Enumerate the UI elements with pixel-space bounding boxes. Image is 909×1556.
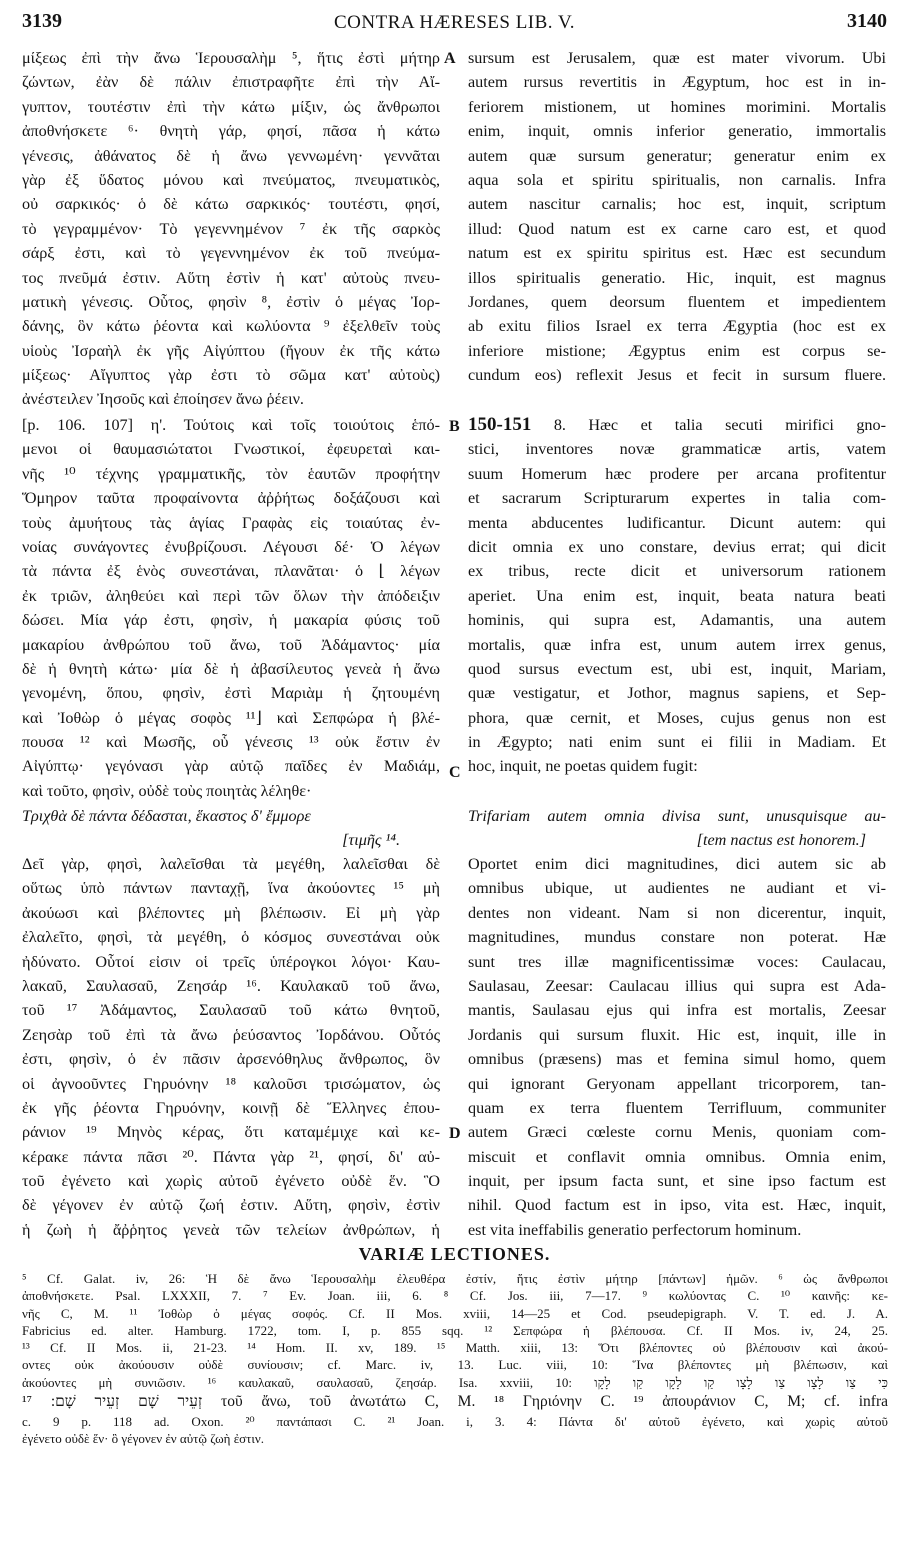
greek-line: δάνης, ὃν κάτω ῥέοντα καὶ κωλύοντα ⁹ ἐξελθεῖν τοὺς: [22, 317, 440, 336]
footnote-line: ἀποθνήσκετε. Psal. LXXXII, 7. ⁷ Ev. Joan. iii, 6. ⁸ Cf. Jos. iii, 7—17. ⁹ κωλύοντας C. ¹⁰ καινῆς: κε-: [22, 1288, 888, 1304]
latin-line: magnitudines, mundus constare non poterat. Hæ: [468, 928, 886, 947]
greek-line: δὲ ἡ θνητὴ κάτω· μία δὲ ἡ ἀβασίλευτος γενεὰ ἡ ἄνω: [22, 659, 440, 678]
greek-line: γὰρ ἐξ ὕδατος μόνου καὶ πνεύματος, πνευματικὸς,: [22, 170, 440, 189]
greek-line: δώσει. Μία γάρ ἐστι, φησὶν, ἡ μακαρία φύσις τοῦ: [22, 611, 440, 630]
greek-line: τοῦ ¹⁷ Ἀδάμαντος, Σαυλασαῦ τοῦ κάτω θνητοῦ,: [22, 1001, 440, 1020]
greek-line: τοῦ ἐγένετο καὶ χωρὶς αὐτοῦ ἐγένετο οὐδὲ ἕν. Ὃ: [22, 1172, 440, 1191]
greek-column-block-1: [22, 46, 440, 412]
latin-verse-line: Trifariam autem omnia divisa sunt, unusquisque au-: [468, 807, 886, 825]
latin-line: illud: Quod natum est ex carne caro est, et quod: [468, 219, 886, 238]
footnotes: [22, 1270, 888, 1448]
greek-line: ἀποθνήσκετε ⁶· θνητὴ γάρ, φησί, πᾶσα ἡ κάτω: [22, 122, 440, 141]
latin-line: aqua sola et spiritu spiritualis, non carnalis. Infra: [468, 170, 886, 189]
greek-line: Ὅμηρον ταῦτα προφαίνοντα ἀῤῥήτως δοξάζουσι καὶ: [22, 489, 440, 508]
greek-line: γένεσις, ἀθάνατος δὲ ἡ ἄνω γεννωμένη· γεννᾶται: [22, 146, 440, 165]
greek-line: ζώντων, ἐὰν δὲ πάλιν ἐπιστραφῆτε ἐπὶ τὴν Αἴ-: [22, 73, 440, 92]
greek-line: ἐστι, φησὶν, ὁ ἐν πᾶσιν ἀρσενόθηλυς ἄνθρωπος, ὃν: [22, 1050, 440, 1069]
latin-line: Oportet enim dici magnitudines, dici autem sic ab: [468, 855, 886, 873]
running-title: CONTRA HÆRESES LIB. V.: [334, 12, 575, 33]
section-number: 150-151: [468, 414, 532, 435]
latin-column-block-2: [468, 413, 886, 779]
variae-lectiones-heading: VARIÆ LECTIONES.: [358, 1244, 551, 1264]
footnote-line: ⁵ Cf. Galat. iv, 26: Ἡ δὲ ἄνω Ἱερουσαλὴμ ἐλευθέρα ἐστίν, ἥτις ἐστὶν μήτηρ [πάντων] ἡμῶν. ⁶ ὡς ἄνθρωποι: [22, 1271, 888, 1286]
latin-line: in Ægypto; nati enim sunt ei filii in Madiam. Et: [468, 733, 886, 752]
greek-line: ἀκούωσι καὶ βλέποντες μὴ βλέπωσιν. Εἰ μὴ γὰρ: [22, 903, 440, 922]
greek-column-block-3: [22, 852, 440, 1242]
right-page-number: 3140: [847, 10, 887, 32]
latin-line: autem quæ sursum generatur; generatur enim ex: [468, 146, 886, 165]
greek-line: λακαῦ, Σαυλασαῦ, Ζεησάρ ¹⁶. Καυλακαῦ τοῦ ἄνω,: [22, 976, 440, 995]
latin-line: natum est ex spiritu spiritus est. Hæc est secundum: [468, 244, 886, 263]
greek-verse: [22, 804, 440, 853]
latin-line: hoc, inquit, ne poetas quidem fugit:: [468, 757, 698, 776]
greek-line: [p. 106. 107] η'. Τούτοις καὶ τοῖς τοιούτοις ἑπό-: [22, 416, 440, 434]
latin-verse-line: [tem nactus est honorem.]: [696, 831, 866, 850]
greek-line: οὕτως ὑπὸ πάντων πανταχῇ, ἵνα ἀκούοντες ¹⁵ μὴ: [22, 879, 440, 898]
latin-line: Saulasau, Zeesar: Caulacau illius qui supra est Ada-: [468, 976, 886, 995]
greek-line: ἀνέστειλεν Ἰησοῦς καὶ ἐποίησεν ἄνω ῥέειν.: [22, 390, 304, 409]
greek-line: πουσα ¹² καὶ Μωσῆς, οὗ γένεσις ¹³ οὐκ ἔστιν ἐν: [22, 733, 440, 752]
greek-line: υἱοὺς Ἰσραὴλ ἐκ γῆς Αἰγύπτου (ἤγουν ἐκ τῆς κάτω: [22, 341, 440, 360]
greek-line: Δεῖ γὰρ, φησὶ, λαλεῖσθαι τὰ μεγέθη, λαλεῖσθαι δὲ: [22, 855, 440, 873]
footnote-line: ἐγένετο οὐδὲ ἕν· ὃ γέγονεν ἐν αὐτῷ ζωὴ ἐστιν.: [22, 1431, 265, 1447]
latin-line: ab exitu filios Israel ex terra Ægyptia (hoc est ex: [468, 317, 886, 336]
greek-line: νοίας συνάγοντες ἐνυβρίζουσι. Λέγουσι δέ· Ὁ λέγων: [22, 537, 440, 556]
margin-marker-b: B: [449, 418, 460, 435]
latin-line: autem nascitur carnalis; hoc est, inquit, scriptum: [468, 195, 886, 214]
footnote-line: ἀκούοντες μὴ συνιῶσιν. ¹⁶ καυλακαῦ, σαυλασαῦ, ζεησάρ. Isa. xxviii, 10: כִּי צַו לָצָו צַו לָצָו קַו לָקָו קַו לָקָו: [22, 1374, 888, 1390]
latin-line: inquit, per ipsum facta sunt, et sine ipso factum est: [468, 1172, 886, 1191]
footnote-line: Fabricius ed. alter. Hamburg. 1722, tom. I, p. 855 sqq. ¹² Σεπφώρα ἡ βλέπουσα. Cf. II Mos. iv, 24, 25.: [22, 1322, 888, 1338]
greek-line: τὸ γεγραμμένον· Τὸ γεγεννημένον ⁷ ἐκ τῆς σαρκὸς: [22, 219, 440, 238]
greek-line: καὶ Ἰοθὼρ ὁ μέγας σοφὸς ¹¹⌋ καὶ Σεπφώρα ἡ βλέ-: [22, 708, 440, 727]
greek-line: Αἰγύπτῳ· γεγόνασι γὰρ αὐτῷ παῖδες ἐν Μαδιάμ,: [22, 757, 440, 776]
footnote-line-hebrew: זְעֵיר שָׁם זְעֵיר שָׁם: ¹⁷ τοῦ ἄνω, τοῦ ἀνωτάτω C, M. ¹⁸ Γηριόνην C. ¹⁹ ἀπουράνιον C, M; cf. infra: [22, 1393, 888, 1411]
latin-line: feriorem mistionem, ut homines morimini. Mortalis: [468, 97, 886, 116]
greek-line: οἱ ἀγνοοῦντες Γηρυόνην ¹⁸ καλοῦσι τρισώματον, ὡς: [22, 1074, 440, 1093]
greek-line: ἠδύνατο. Οὗτοί εἰσιν οἱ τρεῖς ὑπέρογκοι λόγοι· Καυ-: [22, 952, 440, 971]
greek-line: ἐκ γῆς ῥέοντα Γηρυόνην, κοινῇ δὲ Ἕλληνες ἐπου-: [22, 1098, 440, 1117]
greek-line: νῆς ¹⁰ τέχνης γραμματικῆς, τὸν ἑαυτῶν προφήτην: [22, 464, 440, 483]
greek-line: μακαρίου ἀνθρώπου τοῦ ἄνω, τοῦ Ἀδάμαντος· μία: [22, 635, 440, 654]
greek-column-block-2: [22, 413, 440, 803]
greek-line: ἡ ζωὴ ἡ ἄῤῥητος γενεὰ τῶν τελείων ἀνθρώπων, ἡ: [22, 1220, 440, 1239]
greek-line: ράνιον ¹⁹ Μηνὸς κέρας, ὅτι καταμέμιχε καὶ κε-: [22, 1123, 440, 1142]
greek-line: κέρακε πάντα πᾶσι ²⁰. Πάντα γὰρ ²¹, φησί, δι' αὐ-: [22, 1147, 440, 1166]
latin-line: inferiore mistione; Ægyptus enim est corpus se-: [468, 341, 886, 360]
latin-line: stici, inventores novæ grammaticæ artis, vatem: [468, 440, 886, 459]
latin-line-first: [468, 413, 886, 437]
latin-line: suum Homerum hæc prodere per arcana profitentur: [468, 464, 886, 483]
footnote-line: νῆς C, M. ¹¹ Ἰοθὼρ ὁ μέγας σοφός. Cf. II Mos. xviii, 14—25 et Cod. pseudepigraph. V. T. ed. J. A.: [22, 1305, 888, 1321]
latin-line: phora, quæ cernit, et Moses, cujus genus non est: [468, 708, 886, 727]
latin-line: nihil. Quod factum est in ipso, vita est. Hæc, inquit,: [468, 1196, 886, 1215]
greek-line: ἐκ τριῶν, ἀληθεύει καὶ περὶ τῶν ὅλων τὴν ἀπόδειξιν: [22, 586, 440, 605]
greek-line: οὐ σαρκικός· ὁ δὲ κάτω σαρκικός· τουτέστι, φησί,: [22, 195, 440, 214]
latin-line: sunt tres illæ magnificentissimæ voces: Caulacau,: [468, 952, 886, 971]
margin-marker-c: C: [449, 764, 461, 781]
latin-line: mantis, Saulasau ejus qui infra est mortalis, Zeesar: [468, 1001, 886, 1020]
greek-line: τὰ πάντα ἐξ ἑνὸς συνεστάναι, πλανᾶται· ὁ ⌊ λέγων: [22, 562, 440, 581]
latin-line: ex tribus, recte dicit et universorum rationem: [468, 562, 886, 581]
latin-line: aperiet. Una enim est, inquit, beata natura beati: [468, 586, 886, 605]
greek-line: τοὺς ἀμυήτους τὰς ἁγίας Γραφὰς εἰς τοιαύτας ἐν-: [22, 513, 440, 532]
latin-line: quam ex terra fluentem Terrifluum, communiter: [468, 1098, 886, 1117]
greek-line: ἐλαλεῖτο, φησὶ, τὰ μεγέθη, ὁ κόσμος συνεστάναι οὐκ: [22, 928, 440, 947]
greek-verse-line: Τριχθὰ δὲ πάντα δέδασται, ἕκαστος δ' ἔμμορε: [22, 807, 311, 825]
greek-verse-line: [τιμῆς ¹⁴.: [342, 831, 400, 850]
greek-line: δὲ γέγονεν ἐν αὐτῷ ζωή ἐστιν. Αὕτη, φησὶν, ἐστὶν: [22, 1196, 440, 1215]
latin-line: dentes non videant. Nam si non dicerentur, inquit,: [468, 903, 886, 922]
greek-line: μίξεως· Αἴγυπτος γὰρ ἐστι τὸ σῶμα κατ' αὐτοὺς): [22, 366, 440, 385]
latin-verse: [468, 804, 886, 853]
greek-line: καὶ τοῦτο, φησὶν, οὐδὲ τοὺς ποιητὰς λέληθε·: [22, 781, 312, 800]
footnote-line: c. 9 p. 118 ad. Oxon. ²⁰ παντάπασι C. ²¹ Joan. i, 3. 4: Πάντα δι' αὐτοῦ ἐγένετο, καὶ χωρὶς αὐτοῦ: [22, 1414, 888, 1430]
latin-line: est vita ineffabilis generatio perfectorum hominum.: [468, 1220, 802, 1239]
latin-column-block-1: [468, 46, 886, 387]
latin-line: omnibus ubique, ut audientes ne audiant et vi-: [468, 879, 886, 898]
latin-line: autem Græci cœleste cornu Menis, quoniam com-: [468, 1123, 886, 1142]
latin-line: hominis, qui supra est, Adamantis, una autem: [468, 611, 886, 630]
latin-line: et sacrarum Scripturarum expertes in talia com-: [468, 489, 886, 508]
latin-line: qui ignorant Geryonam appellant tricorporem, tan-: [468, 1074, 886, 1093]
greek-line: τος πνεῦμά ἐστιν. Αὕτη ἐστὶν ἡ κατ' αὐτοὺς πνευ-: [22, 268, 440, 287]
latin-line: Jordanis qui sursum fluxit. Hic est, inquit, ille in: [468, 1025, 886, 1044]
latin-line: quod sursus evectum est, ubi est, inquit, Mariam,: [468, 659, 886, 678]
footnote-line: ¹³ Cf. II Mos. ii, 21-23. ¹⁴ Hom. II. xv, 189. ¹⁵ Matth. xiii, 13: Ὅτι βλέποντες οὐ βλέπουσιν καὶ ἀκού-: [22, 1340, 888, 1356]
margin-marker-a: A: [444, 50, 456, 67]
latin-line: enim, inquit, omnis inferior generatio, immortalis: [468, 122, 886, 141]
latin-line: omnibus (præsens) mas et femina simul homo, quem: [468, 1050, 886, 1069]
latin-line: mortalis, quæ infra est, unum autem irrex genus,: [468, 635, 886, 654]
latin-line: illos spiritualis generatio. Hic, inquit, est magnus: [468, 268, 886, 287]
greek-line: γενομένη, ὅπου, φησὶν, ἐστὶ Μαριὰμ ἡ ζητουμένη: [22, 684, 440, 703]
latin-line: menta abducentes ludificantur. Dicunt autem: qui: [468, 513, 886, 532]
greek-line: μίξεως ἐπὶ τὴν ἄνω Ἱερουσαλὴμ ⁵, ἥτις ἐστὶ μήτηρ: [22, 49, 440, 67]
footnote-line: οντες οὐκ ἀκούουσιν οὐδὲ συνίουσιν; cf. Marc. iv, 13. Luc. viii, 10: Ἵνα βλέποντες μὴ βλέπωσιν, καὶ: [22, 1357, 888, 1373]
greek-line: Ζεησὰρ τοῦ ἐπὶ τὰ ἄνω ῥεύσαντος Ἰορδάνου. Οὗτός: [22, 1025, 440, 1044]
latin-line-first-text: 8. Hæc et talia secuti mirifici gno-: [553, 416, 886, 434]
latin-line: autem rursus revertitis in Ægyptum, hoc est in in-: [468, 73, 886, 92]
latin-line: sursum est Jerusalem, quæ est mater vivorum. Ubi: [468, 49, 886, 67]
greek-line: ματικὴ γένεσις. Οὗτος, φησὶν ⁸, ἐστὶν ὁ μέγας Ἰορ-: [22, 292, 440, 311]
running-header: [22, 8, 887, 38]
latin-column-block-3: [468, 852, 886, 1242]
left-page-number: 3139: [22, 10, 62, 32]
greek-line: γυπτον, τουτέστιν ἐπὶ τὴν κάτω μίξιν, ὡς ἄνθρωποι: [22, 97, 440, 116]
latin-line: dicit omnia ex uno constare, devius errat; qui dicit: [468, 537, 886, 556]
latin-line: quæ vestigatur, et Jothor, magnus sapiens, et Sep-: [468, 684, 886, 703]
latin-line: cundum eos) reflexit Jesus et fecit in sursum fluere.: [468, 366, 886, 385]
margin-marker-d: D: [449, 1125, 461, 1142]
greek-line: μενοι οἱ θαυμασιώτατοι Γνωστικοί, ἐφευρεταὶ και-: [22, 440, 440, 459]
latin-line: miscuit et conflavit omnia omnibus. Omnia enim,: [468, 1147, 886, 1166]
greek-line: σάρξ ἐστι, καὶ τὸ γεγεννημένον ἐκ τοῦ πνεύμα-: [22, 244, 440, 263]
latin-line: Jordanes, quem deorsum fluentem et impedientem: [468, 292, 886, 311]
